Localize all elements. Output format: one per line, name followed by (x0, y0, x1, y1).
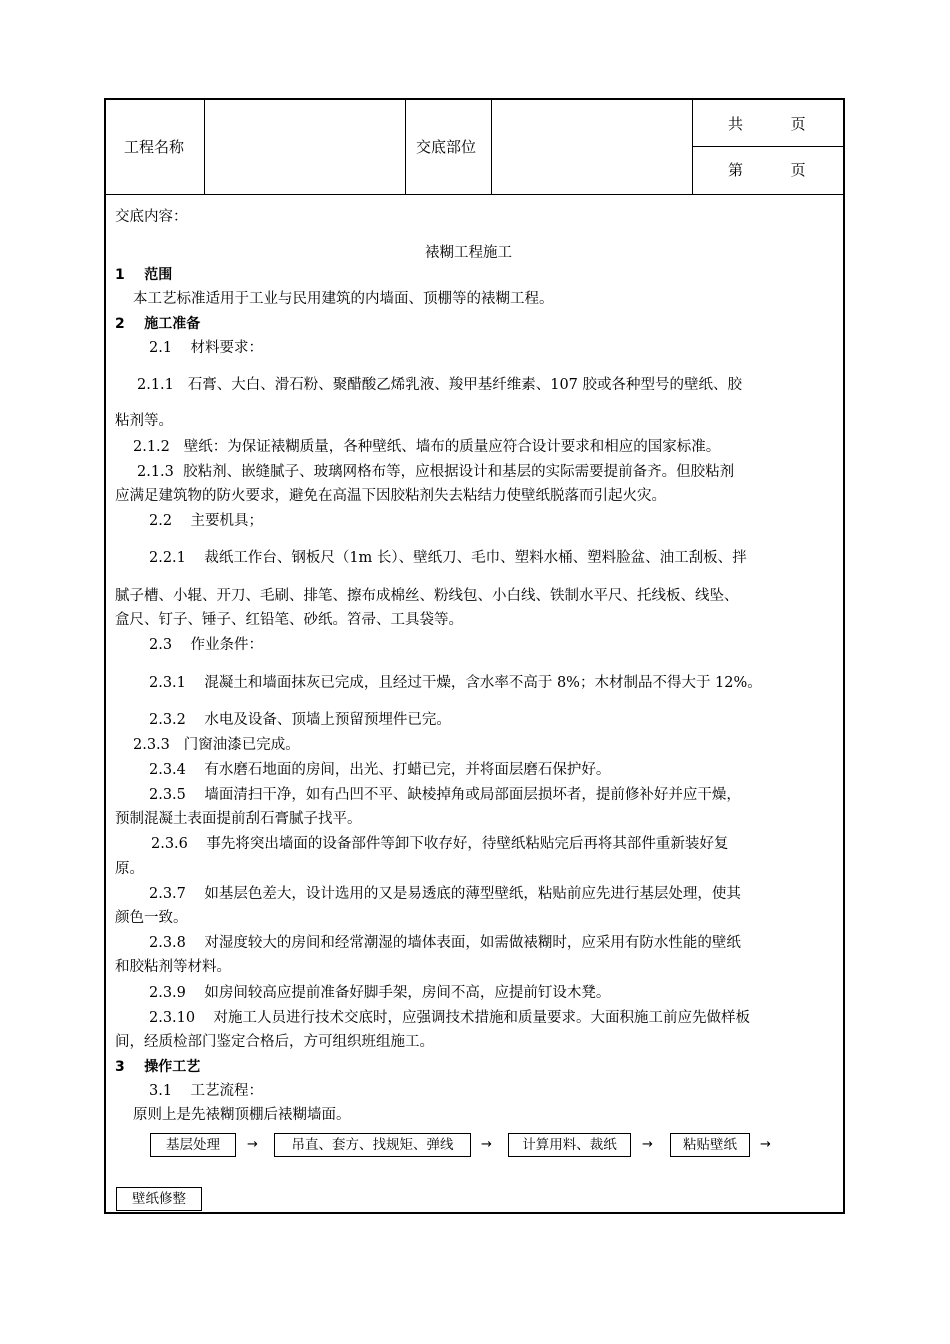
paragraph: 2.3.4 有水磨石地面的房间，出光、打蜡已完，并将面层磨石保护好。 (149, 762, 611, 778)
paragraph: 盒尺、钉子、锤子、红铅笔、砂纸。笤帚、工具袋等。 (115, 612, 463, 628)
flow-arrow: → (642, 1137, 653, 1152)
paragraph: 2.2.1 裁纸工作台、钢板尺（1m 长）、壁纸刀、毛巾、塑料水桶、塑料脸盆、油工刮板、拌 (149, 550, 747, 566)
project-name-label: 工程名称 (124, 138, 185, 156)
flow-arrow: → (481, 1137, 492, 1152)
position-label: 交底部位 (416, 138, 477, 156)
paragraph: 2.1.3 胶粘剂、嵌缝腻子、玻璃网格布等，应根据设计和基层的实际需要提前备齐。但胶粘剂 (137, 464, 735, 480)
flow-step-layout-lines: 吊直、套方、找规矩、弹线 (274, 1133, 471, 1157)
total-pages: 共 页 (728, 115, 806, 133)
header-row (106, 100, 843, 195)
flow-step-base-treatment: 基层处理 (150, 1133, 236, 1157)
paragraph: 和胶粘剂等材料。 (115, 959, 231, 975)
subsection-heading: 3.1 工艺流程： (149, 1083, 263, 1099)
subsection-heading: 2.2 主要机具； (149, 513, 263, 529)
paragraph: 腻子槽、小辊、开刀、毛刷、排笔、擦布成棉丝、粉线包、小白线、铁制水平尺、托线板、线坠、 (115, 588, 739, 604)
paragraph: 原。 (115, 861, 144, 877)
paragraph: 2.1.2 壁纸：为保证裱糊质量，各种壁纸、墙布的质量应符合设计要求和相应的国家标准。 (133, 439, 721, 455)
divider (692, 100, 693, 194)
subsection-heading: 2.1 材料要求： (149, 340, 263, 356)
paragraph: 颜色一致。 (115, 910, 188, 926)
section-heading: 2 施工准备 (115, 316, 201, 332)
paragraph: 2.3.8 对湿度较大的房间和经常潮湿的墙体表面，如需做裱糊时，应采用有防水性能的壁纸 (149, 935, 741, 951)
flow-arrow: → (247, 1137, 258, 1152)
section-heading: 1 范围 (115, 267, 173, 283)
divider (405, 100, 406, 194)
subsection-heading: 2.3 作业条件： (149, 637, 263, 653)
paragraph: 2.3.2 水电及设备、顶墙上预留预埋件已完。 (149, 712, 451, 728)
paragraph: 2.1.1 石膏、大白、滑石粉、聚醋酸乙烯乳液、羧甲基纤维素、107 胶或各种型号的壁纸、胶 (137, 377, 743, 393)
paragraph: 2.3.3 门窗油漆已完成。 (133, 737, 300, 753)
intro-label: 交底内容： (115, 209, 188, 225)
flow-step-cut-paper: 计算用料、裁纸 (508, 1133, 631, 1157)
paragraph: 2.3.6 事先将突出墙面的设备部件等卸下收存好，待壁纸粘贴完后再将其部件重新装好复 (151, 836, 729, 852)
divider (491, 100, 492, 194)
paragraph: 应满足建筑物的防火要求，避免在高温下因胶粘剂失去粘结力使壁纸脱落而引起火灾。 (115, 488, 666, 504)
flow-arrow: → (760, 1137, 771, 1152)
flow-step-paste-wallpaper: 粘贴壁纸 (670, 1133, 750, 1157)
section-heading: 3 操作工艺 (115, 1059, 201, 1075)
page-number: 第 页 (728, 161, 806, 179)
divider (204, 100, 205, 194)
paragraph: 2.3.9 如房间较高应提前准备好脚手架，房间不高，应提前钉设木凳。 (149, 985, 611, 1001)
paragraph: 2.3.10 对施工人员进行技术交底时，应强调技术措施和质量要求。大面积施工前应先做样板 (149, 1010, 751, 1026)
paragraph: 本工艺标准适用于工业与民用建筑的内墙面、顶棚等的裱糊工程。 (133, 291, 554, 307)
flow-step-trim-wallpaper: 壁纸修整 (116, 1187, 202, 1211)
paragraph: 2.3.7 如基层色差大，设计选用的又是易透底的薄型壁纸，粘贴前应先进行基层处理，使其 (149, 886, 741, 902)
paragraph: 粘剂等。 (115, 413, 173, 429)
paragraph: 间，经质检部门鉴定合格后，方可组织班组施工。 (115, 1034, 434, 1050)
paragraph: 预制混凝土表面提前刮石膏腻子找平。 (115, 811, 362, 827)
disclosure-form (104, 98, 845, 1214)
paragraph: 2.3.1 混凝土和墙面抹灰已完成，且经过干燥，含水率不高于 8%；木材制品不得大于 12%。 (149, 675, 762, 691)
doc-title: 裱糊工程施工 (425, 245, 512, 261)
divider (692, 146, 843, 147)
paragraph: 2.3.5 墙面清扫干净，如有凸凹不平、缺棱掉角或局部面层损坏者，提前修补好并应干燥， (149, 787, 741, 803)
paragraph: 原则上是先裱糊顶棚后裱糊墙面。 (133, 1107, 351, 1123)
